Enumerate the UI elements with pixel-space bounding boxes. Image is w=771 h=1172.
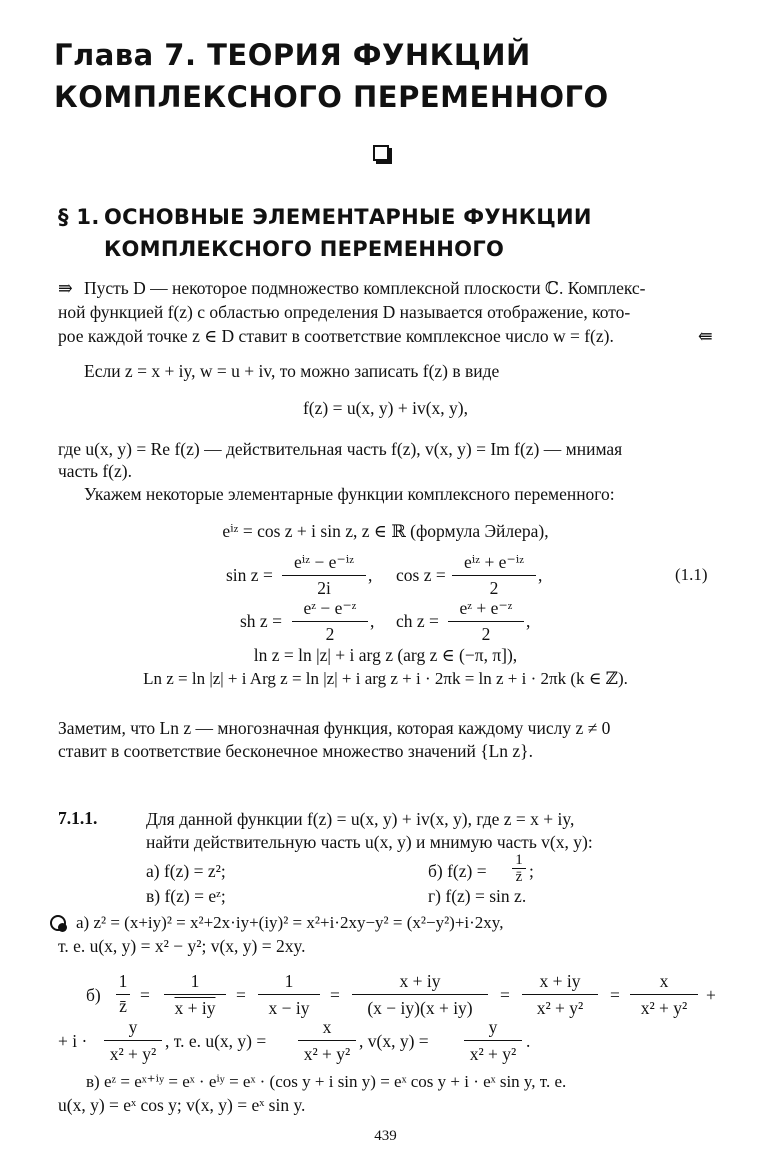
formula-ch-denominator: 2 [481, 624, 491, 644]
solution-b-frac6-bar [630, 994, 698, 995]
definition-line1: Пусть D — некоторое подмножество комплексной плоскости ℂ. Комплекс- [84, 278, 646, 298]
paragraph-1: Если z = x + iy, w = u + iv, то можно записать f(z) в виде [84, 361, 500, 381]
remark-line2: ставит в соответствие бесконечное множество значений {Ln z}. [58, 741, 533, 761]
solution-b-eq2: = [236, 985, 246, 1005]
formula-cos-lhs: cos z = [396, 565, 446, 585]
definition-line3: рое каждой точке z ∈ D ставит в соответствие комплексное число w = f(z). [58, 326, 614, 346]
formula-sin-fraction-bar [282, 575, 366, 576]
formula-cos-fraction-bar [452, 575, 536, 576]
end-square-icon [373, 145, 389, 161]
formula-ch-numerator: eᶻ + e⁻ᶻ [459, 598, 513, 618]
formula-cos-denominator: 2 [489, 578, 499, 598]
chapter-title-line2: КОМПЛЕКСНОГО ПЕРЕМЕННОГО [54, 80, 609, 114]
solution-b2-frac1-den: x² + y² [109, 1044, 157, 1064]
solution-b-eq5: = [610, 985, 620, 1005]
chapter-title-line1: Глава 7. ТЕОРИЯ ФУНКЦИЙ [54, 38, 531, 72]
section-title-line2: КОМПЛЕКСНОГО ПЕРЕМЕННОГО [104, 237, 505, 261]
formula-sh-comma: , [370, 611, 375, 631]
solution-b-plus: + [706, 985, 716, 1005]
solution-b-frac4-bar [352, 994, 488, 995]
solution-b-frac1-num: 1 [118, 971, 128, 991]
formula-ch-fraction-bar [448, 621, 524, 622]
paragraph-2-line2: часть f(z). [58, 461, 132, 481]
solution-b2-middle2: , v(x, y) = [359, 1031, 429, 1051]
solution-b-frac3-bar [258, 994, 320, 995]
problem-number: 7.1.1. [58, 808, 98, 828]
solution-b-frac3-den: x − iy [268, 998, 310, 1018]
problem-item-b-denominator: z̄ [515, 869, 523, 885]
problem-item-g: г) f(z) = sin z. [428, 886, 527, 906]
problem-item-a: а) f(z) = z²; [146, 861, 226, 881]
solution-b-frac5-den: x² + y² [536, 998, 584, 1018]
solution-b2-frac2-den: x² + y² [303, 1044, 351, 1064]
definition-open-arrow-icon: ⇛ [58, 278, 73, 298]
solution-b-frac5-bar [522, 994, 598, 995]
formula-sin-denominator: 2i [317, 578, 331, 598]
solution-v-line1: в) eᶻ = eˣ⁺ⁱʸ = eˣ · eⁱʸ = eˣ · (cos y + i sin y) = eˣ cos y + i · eˣ sin y, т. е. [86, 1072, 567, 1091]
formula-sh-numerator: eᶻ − e⁻ᶻ [303, 598, 357, 618]
problem-item-v: в) f(z) = eᶻ; [146, 886, 226, 906]
solution-b2-frac3-num: y [488, 1017, 498, 1037]
solution-b2-prefix: + i · [58, 1031, 88, 1051]
solution-a-line1: а) z² = (x+iy)² = x²+2x·iy+(iy)² = x²+i·2xy−y² = (x²−y²)+i·2xy, [76, 913, 504, 932]
equation-f-of-z: f(z) = u(x, y) + iv(x, y), [302, 398, 469, 418]
solution-v-line2: u(x, y) = eˣ cos y; v(x, y) = eˣ sin y. [58, 1095, 306, 1115]
solution-b-frac3-num: 1 [284, 971, 294, 991]
solution-b-eq3: = [330, 985, 340, 1005]
solution-b2-frac1-num: y [128, 1017, 138, 1037]
formula-cos-comma: , [538, 565, 543, 585]
formula-euler: eⁱᶻ = cos z + i sin z, z ∈ ℝ (формула Эйлера), [222, 521, 549, 541]
solution-a-line2: т. е. u(x, y) = x² − y²; v(x, y) = 2xy. [58, 936, 306, 956]
solution-b-frac4-den: (x − iy)(x + iy) [367, 998, 473, 1018]
solution-b-frac5-num: x + iy [539, 971, 581, 991]
formula-sin-lhs: sin z = [226, 565, 273, 585]
solution-b-eq1: = [140, 985, 150, 1005]
paragraph-2-line1: где u(x, y) = Re f(z) — действительная часть f(z), v(x, y) = Im f(z) — мнимая [58, 439, 623, 459]
problem-item-b: б) f(z) = [428, 861, 487, 881]
formula-cos-numerator: eⁱᶻ + e⁻ⁱᶻ [463, 552, 525, 572]
problem-item-b-numerator: 1 [515, 852, 523, 868]
solution-b-frac6-den: x² + y² [640, 998, 688, 1018]
formula-number: (1.1) [675, 565, 708, 584]
solution-b2-frac2-num: x [322, 1017, 332, 1037]
section-title-line1: ОСНОВНЫЕ ЭЛЕМЕНТАРНЫЕ ФУНКЦИИ [104, 205, 592, 229]
formula-ln: ln z = ln |z| + i arg z (arg z ∈ (−π, π]), [253, 645, 518, 665]
solution-b2-frac2-bar [298, 1040, 356, 1041]
remark-line1: Заметим, что Ln z — многозначная функция, которая каждому числу z ≠ 0 [58, 718, 611, 738]
solution-marker-icon [50, 915, 66, 931]
section-number: § 1. [58, 205, 100, 229]
paragraph-3: Укажем некоторые элементарные функции комплексного переменного: [84, 484, 615, 504]
solution-b-label: б) [86, 985, 101, 1005]
solution-b-frac2-num: 1 [190, 971, 200, 991]
solution-b2-frac1-bar [104, 1040, 162, 1041]
formula-sh-lhs: sh z = [240, 611, 282, 631]
formula-ch-lhs: ch z = [396, 611, 439, 631]
problem-item-b-semicolon: ; [529, 861, 534, 881]
formula-sh-denominator: 2 [325, 624, 335, 644]
solution-b-frac2-bar [164, 994, 226, 995]
definition-close-arrow-icon: ⇚ [698, 326, 713, 346]
definition-line2: ной функцией f(z) с областью определения D называется отображение, кото- [58, 302, 631, 322]
solution-b-frac4-num: x + iy [399, 971, 441, 991]
formula-sin-comma: , [368, 565, 373, 585]
formula-sin-numerator: eⁱᶻ − e⁻ⁱᶻ [293, 552, 355, 572]
solution-b-eq4: = [500, 985, 510, 1005]
solution-b-frac6-num: x [659, 971, 669, 991]
solution-b2-frac3-den: x² + y² [469, 1044, 517, 1064]
solution-b2-middle: , т. е. u(x, y) = [165, 1031, 267, 1051]
solution-b2-frac3-bar [464, 1040, 522, 1041]
solution-b-frac1-den: z̄ [119, 996, 127, 1016]
problem-line1: Для данной функции f(z) = u(x, y) + iv(x, y), где z = x + iy, [146, 809, 575, 829]
page-number: 439 [374, 1128, 397, 1144]
formula-Ln: Ln z = ln |z| + i Arg z = ln |z| + i arg z + i · 2πk = ln z + i · 2πk (k ∈ ℤ). [143, 669, 628, 688]
formula-ch-comma: , [526, 611, 531, 631]
problem-line2: найти действительную часть u(x, y) и мнимую часть v(x, y): [146, 832, 593, 852]
solution-b-frac2-den: x + iy [174, 998, 216, 1018]
solution-b2-period: . [526, 1031, 531, 1051]
formula-sh-fraction-bar [292, 621, 368, 622]
